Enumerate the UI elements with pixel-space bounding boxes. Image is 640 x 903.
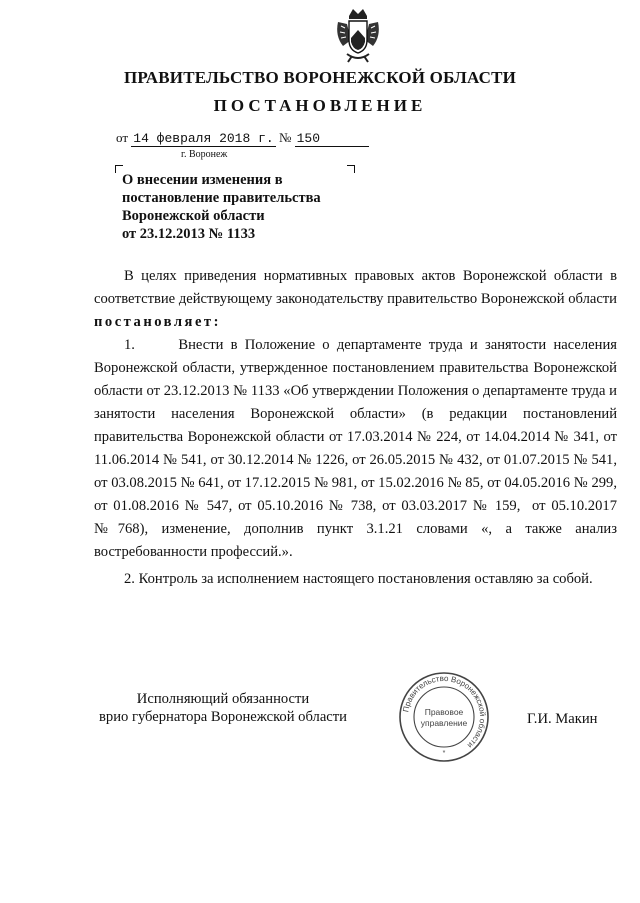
stamp-ring-text: Правительство Воронежской области: [401, 673, 488, 750]
official-stamp: [398, 671, 490, 763]
subject-line: Воронежской области: [122, 208, 265, 224]
decree-word: постановляет:: [94, 314, 221, 330]
stamp-star-icon: *: [442, 750, 446, 757]
signer-title: [88, 690, 358, 726]
signer-name: Г.И. Макин: [527, 711, 598, 727]
stamp-center-line: Правовое: [424, 707, 464, 717]
stamp-center-line: управление: [420, 718, 468, 728]
subject-line: О внесении изменения в: [122, 172, 283, 188]
signer-title-line: врио губернатора Воронежской области: [99, 709, 347, 725]
document-subject: [122, 171, 382, 243]
item-2-paragraph: 2. Контроль за исполнением настоящего постановления оставляю за собой.: [124, 571, 593, 587]
document-body: [94, 265, 621, 591]
subject-line: постановление правительства: [122, 190, 321, 206]
intro-text: В целях приведения нормативных правовых актов Воронежской области в соответствие действующему законодательству правительство Воронежской области: [94, 268, 617, 307]
document-date: 14 февраля 2018 г.: [133, 131, 274, 146]
subject-line: от 23.12.2013 № 1133: [122, 226, 256, 242]
document-type: ПОСТАНОВЛЕНИЕ: [213, 96, 427, 115]
number-prefix: №: [278, 130, 292, 145]
date-number-line: [116, 130, 369, 147]
item-1-paragraph: 1. Внести в Положение о департаменте труда и занятости населения Воронежской области, утвержденное постановлением правительства Воронежской области от 23.12.2013 № 1133 «Об утверждении Положения о департаменте труда и занятости населения Воронежской области» (в редакции постановлений правительства Воронежской области от 17.03.2014 № 224, от 14.04.2014 № 341, от 11.06.2014 № 541, от 30.12.2014 № 1226, от 26.05.2015 № 432, от 01.07.2015 № 541, от 03.08.2015 № 641, от 17.12.2015 № 981, от 15.02.2016 № 85, от 04.05.2016 № 299, от 01.08.2016 № 547, от 05.10.2016 № 738, от 03.03.2017 № 159, от 05.10.2017 №768), изменение, дополнив пункт 3.1.21 словами «, а также анализ востребованности профессий.».: [94, 337, 621, 560]
voronezh-coat-of-arms-icon: [333, 6, 383, 64]
document-number: 150: [295, 131, 369, 147]
city: г. Воронеж: [181, 149, 228, 160]
date-prefix: от: [116, 130, 129, 145]
signer-title-line: Исполняющий обязанности: [136, 691, 310, 707]
intro-paragraph: [94, 265, 617, 334]
government-title: ПРАВИТЕЛЬСТВО ВОРОНЕЖСКОЙ ОБЛАСТИ: [123, 68, 517, 87]
